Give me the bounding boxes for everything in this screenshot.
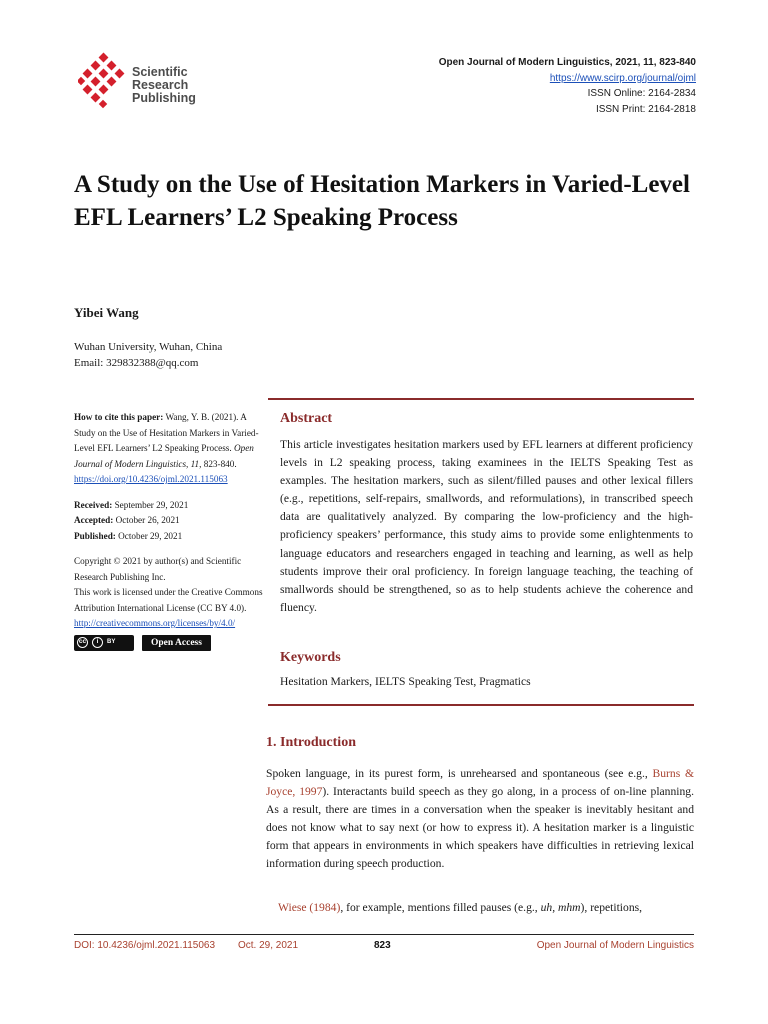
paper-title: A Study on the Use of Hesitation Markers in Varied-Level EFL Learners’ L2 Speaking Process [74, 171, 690, 231]
copyright-notice: Copyright © 2021 by author(s) and Scientific Research Publishing Inc. [74, 556, 242, 582]
introduction-heading: 1. Introduction [266, 735, 356, 750]
keywords-body: Hesitation Markers, IELTS Speaking Test, Pragmatics [280, 675, 531, 688]
introduction-paragraph-1 [266, 765, 694, 874]
publisher-logo [78, 52, 200, 110]
by-label: BY [107, 638, 116, 645]
published-value: October 29, 2021 [118, 530, 183, 541]
publisher-name-line2: Research [132, 78, 189, 92]
license-badges [74, 635, 264, 651]
footer-journal-name: Open Journal of Modern Linguistics [536, 940, 694, 951]
abstract-body: This article investigates hesitation markers used by EFL learners at different proficiency levels in L2 speaking process, taking examinees in the IELTS Speaking Test as examples. The hesitation markers, such as silent/filled pauses and other lexical fillers (e.g., repetitions, self-repairs, smallwords, and reformulations), in transcribed speech data are qualitatively analyzed. By comparing the low-proficiency and the high-proficiency speakers’ performance, this study aims to provide some enlightenments to language educators and researchers engaged in teaching and learning, as well as help students improve their oral proficiency. In foreign language teaching, the teaching of smallwords should be strengthened, so as to help students achieve the coherence and fluency. [280, 438, 693, 614]
journal-citation: Open Journal of Modern Linguistics, 2021, 11, 823-840 [438, 57, 696, 68]
issn-print: ISSN Print: 2164-2818 [595, 103, 696, 115]
author-affiliation [74, 339, 222, 371]
keywords-bottom-rule [268, 704, 694, 706]
publisher-name-line1: Scientific [132, 65, 188, 79]
open-access-badge[interactable]: Open Access [142, 635, 211, 651]
accepted-date [74, 513, 264, 529]
published-label: Published: [74, 530, 116, 541]
license-text: This work is licensed under the Creative Commons Attribution International License (CC BY 4.0). [74, 587, 263, 613]
how-to-cite-pages: 823-840. [203, 458, 237, 469]
how-to-cite-text: Wang, Y. B. (2021). A Study on the Use of Hesitation Markers in Varied-Level EFL Learners’ L2 Speaking Process. [74, 412, 259, 453]
received-value: September 29, 2021 [114, 499, 189, 510]
published-date [74, 529, 264, 545]
keywords-heading: Keywords [280, 650, 341, 665]
journal-url-link[interactable]: https://www.scirp.org/journal/ojml [549, 72, 696, 84]
accepted-label: Accepted: [74, 515, 114, 525]
author-email: Email: 329832388@qq.com [74, 357, 199, 369]
received-label: Received: [74, 499, 113, 510]
how-to-cite-journal: Open Journal of Modern Linguistics, 11, [74, 443, 254, 469]
footer-page-number: 823 [374, 940, 391, 951]
cc-icon: cc [77, 637, 88, 648]
doi-link[interactable]: https://doi.org/10.4236/ojml.2021.115063 [74, 474, 228, 484]
intro-citation-wiese[interactable]: Wiese (1984) [278, 901, 341, 914]
cc-by-badge[interactable] [74, 635, 134, 651]
how-to-cite [74, 410, 264, 488]
footer-doi: DOI: 10.4236/ojml.2021.115063 [74, 940, 216, 951]
intro-p2-text-a: , for example, mentions filled pauses (e.g., [340, 901, 538, 914]
intro-p2-emphasis: uh, mhm [540, 901, 581, 914]
received-date [74, 498, 264, 514]
how-to-cite-label: How to cite this paper: [74, 412, 164, 422]
footer-rule [74, 934, 694, 935]
issn-online: ISSN Online: 2164-2834 [587, 88, 696, 99]
publisher-name-line3: Publishing [132, 91, 196, 105]
accepted-value: October 26, 2021 [115, 515, 180, 525]
affiliation-text: Wuhan University, Wuhan, China [74, 341, 223, 353]
abstract-heading: Abstract [280, 411, 333, 426]
journal-info [439, 55, 696, 117]
abstract-top-rule [268, 398, 694, 400]
intro-citation-burns-joyce[interactable]: Burns & Joyce, 1997 [266, 767, 694, 799]
intro-p1-text-a: Spoken language, in its purest form, is unrehearsed and spontaneous (see e.g., [266, 767, 648, 780]
license-link[interactable]: http://creativecommons.org/licenses/by/4.0/ [74, 618, 236, 628]
author-name: Yibei Wang [74, 305, 139, 320]
introduction-paragraph-2 [266, 899, 694, 917]
footer-date: Oct. 29, 2021 [238, 940, 299, 951]
publisher-logo-icon [78, 52, 128, 110]
by-person-icon: i [92, 637, 103, 648]
intro-p2-text-b: ), repetitions, [580, 901, 643, 914]
intro-p1-text-b: ). Interactants build speech as they go along, in a process of on-line planning. As a result, there are times in a conversation when the speaker is inevitably hesitant and does not know what to say next (or how to express it). A hesitation marker is a linguistic form that appears in environments in which speakers have difficulties in retrieving lexical information during speech production. [266, 785, 694, 871]
article-metadata-sidebar [74, 410, 264, 651]
